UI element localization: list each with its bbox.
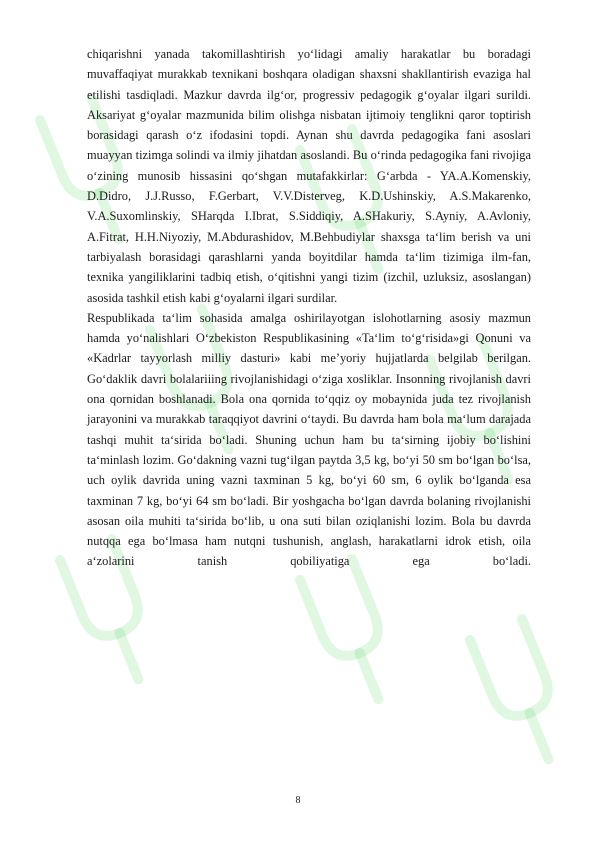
page-number: 8 <box>295 795 301 806</box>
paragraph-infancy-development: Go‘daklik davri bolalariiing rivojlanishidagi o‘ziga xosliklar. Insonning rivojlanish davri ona qornidan boshlanadi. Bola ona qornida to‘qqiz oy mobaynida juda tez rivojlanish jarayonini va murakkab taraqqiyot davrini o‘taydi. Bu davrda ham bola ma‘lum darajada tashqi muhit ta‘sirida bo‘ladi. Shuning uchun ham bu ta‘sirning ijobiy bo‘lishini ta‘minlash lozim. Go‘dakning vazni tug‘ilgan paytda 3,5 kg, bo‘yi 50 sm bo‘lgan bo‘lsa, uch oylik davrida uning vazni taxminan 5 kg, bo‘yi 60 sm, 6 oylik bo‘lganda esa taxminan 7 kg, bo‘yi 64 sm bo‘ladi. Bir yoshgacha bo‘lgan davrda bolaning rivojlanishi asosan oila muhiti ta‘sirida bo‘lib, u ona suti bilan oziqlanishi lozim. Bola bu davrda nutqqa ega bo‘lmasa ham nutqni tushunish, anglash, harakatlarni idrok etish, oila a‘zolarini tanish qobiliyatiga ega bo‘ladi. <box>87 371 531 569</box>
page-body <box>87 44 531 572</box>
paragraph-education-reforms: Respublikada ta‘lim sohasida amalga oshirilayotgan islohotlarning asosiy mazmun hamda yo‘nalishlari O‘zbekiston Respublikasining «Ta‘lim to‘g‘risida»gi Qonuni va «Kadrlar tayyorlash milliy dasturi» kabi me’yoriy hujjatlarda belgilab berilgan. <box>87 310 531 366</box>
watermark-mark <box>470 619 574 770</box>
watermark-mark <box>300 559 404 710</box>
paragraph-pedagogy-history: chiqarishni yanada takomillashtirish yo‘lidagi amaliy harakatlar bu boradagi muvaffaqiyat murakkab texnikani boshqara oladigan shaxsni shakllantirish evaziga hal etilishi tasdiqladi. Mazkur davrda ilg‘or, progressiv pedagogik g‘oyalar ilgari surildi. Aksariyat g‘oyalar mazmunida bilim olishga nisbatan ijtimoiy tenglikni qaror toptirish borasidagi qarash o‘z ifodasini topdi. Aynan shu davrda pedagogika fani asoslari muayyan tizimga solindi va ilmiy jihatdan asoslandi. Bu o‘rinda pedagogika fani rivojiga o‘zining munosib hissasini qo‘shgan mutafakkirlar: G‘arbda - YA.A.Komenskiy, D.Didro, J.J.Russo, F.Gerbart, V.V.Disterveg, K.D.Ushinskiy, A.S.Makarenko, V.A.Suxomlinskiy, SHarqda I.Ibrat, S.Siddiqiy, A.SHakuriy, S.Ayniy, A.Avloniy, A.Fitrat, H.H.Niyoziy, M.Abdurashidov, M.Behbudiylar shaxsga ta‘lim berish va uni tarbiyalash borasidagi qarashlarni yanda boyitdilar hamda ta‘lim tizimiga ilm-fan, texnika yangiliklarini tadbiq etish, o‘qitishni yangi tizim (izchil, uzluksiz, asoslangan) asosida tashkil etish kabi g‘oyalarni ilgari surdilar. <box>87 47 531 305</box>
